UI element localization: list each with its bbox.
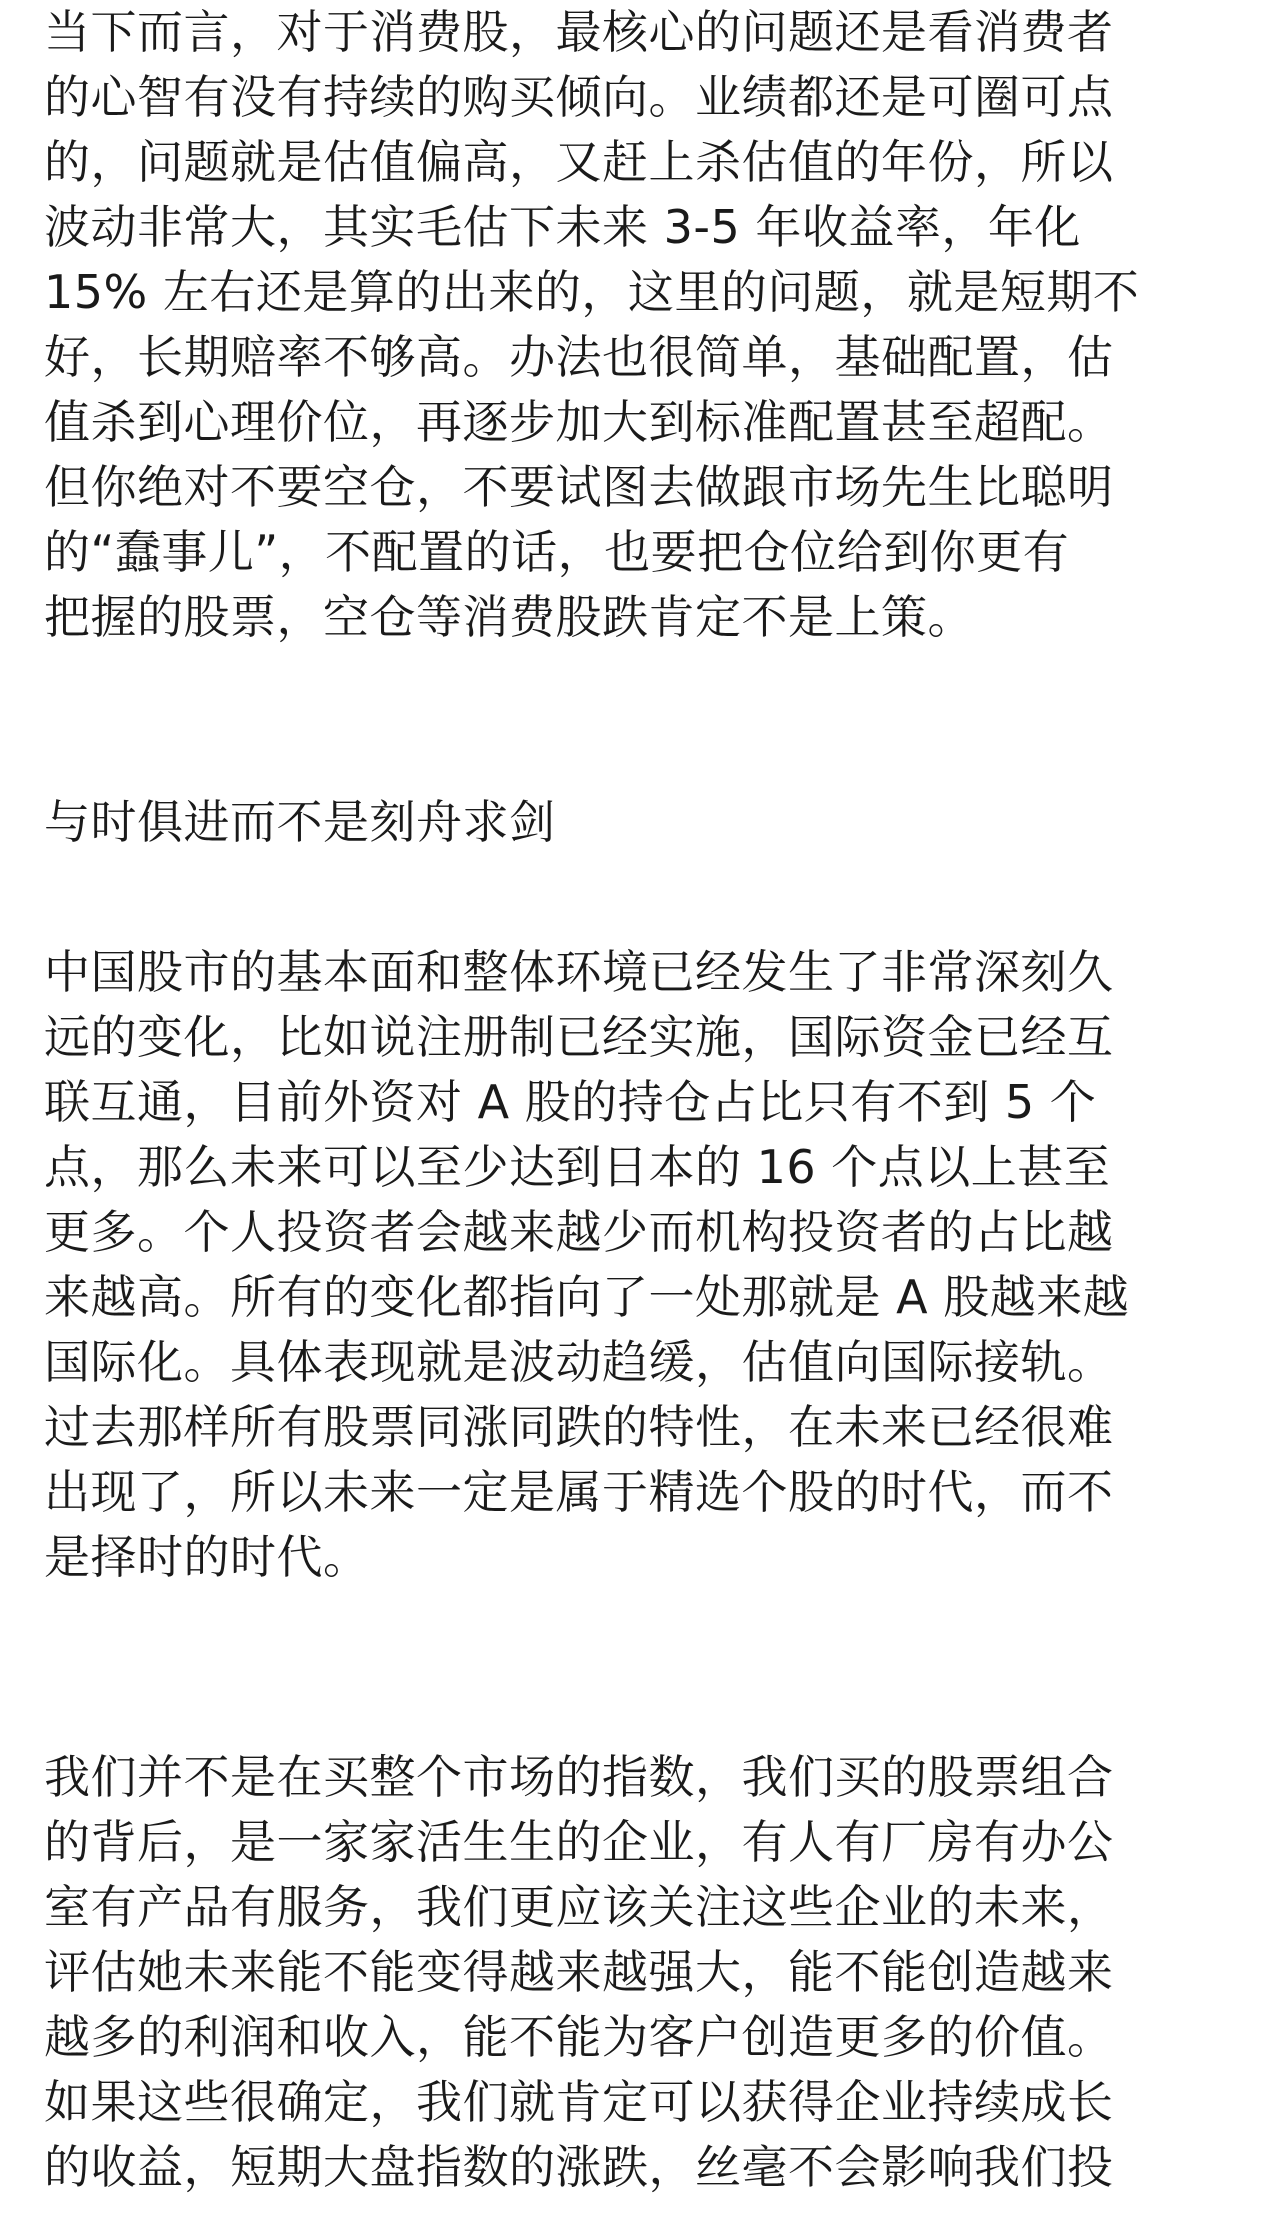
paragraph-1-line-6: 好，长期赔率不够高。办法也很简单，基础配置，估 (44, 330, 1114, 384)
paragraph-1-line-7: 值杀到心理价位，再逐步加大到标准配置甚至超配。 (44, 395, 1114, 449)
paragraph-2-line-8: 过去那样所有股票同涨同跌的特性，在未来已经很难 (44, 1400, 1114, 1454)
section-heading: 与时俱进而不是刻舟求剑 (44, 795, 556, 849)
paragraph-3-line-4: 评估她未来能不能变得越来越强大，能不能创造越来 (44, 1945, 1114, 1999)
paragraph-2-line-2: 远的变化，比如说注册制已经实施，国际资金已经互 (44, 1010, 1114, 1064)
paragraph-2-line-7: 国际化。具体表现就是波动趋缓，估值向国际接轨。 (44, 1335, 1114, 1389)
paragraph-2-line-6: 来越高。所有的变化都指向了一处那就是 A 股越来越 (44, 1270, 1130, 1324)
paragraph-3-line-3: 室有产品有服务，我们更应该关注这些企业的未来， (44, 1880, 1114, 1934)
paragraph-1-line-3: 的，问题就是估值偏高，又赶上杀估值的年份，所以 (44, 135, 1114, 189)
paragraph-1-line-1: 当下而言，对于消费股，最核心的问题还是看消费者 (44, 5, 1114, 59)
paragraph-3-line-6: 如果这些很确定，我们就肯定可以获得企业持续成长 (44, 2075, 1114, 2129)
paragraph-1-line-8: 但你绝对不要空仓，不要试图去做跟市场先生比聪明 (44, 460, 1114, 514)
paragraph-1-line-5: 15% 左右还是算的出来的，这里的问题，就是短期不 (44, 265, 1140, 319)
paragraph-2-line-1: 中国股市的基本面和整体环境已经发生了非常深刻久 (44, 945, 1114, 999)
paragraph-3-line-2: 的背后，是一家家活生生的企业，有人有厂房有办公 (44, 1815, 1114, 1869)
paragraph-2-line-5: 更多。个人投资者会越来越少而机构投资者的占比越 (44, 1205, 1114, 1259)
paragraph-1-line-2: 的心智有没有持续的购买倾向。业绩都还是可圈可点 (44, 70, 1114, 124)
paragraph-1-line-9: 的“蠢事儿”，不配置的话，也要把仓位给到你更有 (44, 525, 1070, 579)
paragraph-2-line-10: 是择时的时代。 (44, 1530, 370, 1584)
paragraph-1-line-10: 把握的股票，空仓等消费股跌肯定不是上策。 (44, 590, 974, 644)
paragraph-2-line-9: 出现了，所以未来一定是属于精选个股的时代，而不 (44, 1465, 1114, 1519)
paragraph-2-line-3: 联互通，目前外资对 A 股的持仓占比只有不到 5 个 (44, 1075, 1097, 1129)
paragraph-3-line-1: 我们并不是在买整个市场的指数，我们买的股票组合 (44, 1750, 1114, 1804)
paragraph-3-line-5: 越多的利润和收入，能不能为客户创造更多的价值。 (44, 2010, 1114, 2064)
paragraph-1-line-4: 波动非常大，其实毛估下未来 3-5 年收益率，年化 (44, 200, 1081, 254)
paragraph-3-line-7: 的收益，短期大盘指数的涨跌，丝毫不会影响我们投 (44, 2140, 1114, 2194)
paragraph-2-line-4: 点，那么未来可以至少达到日本的 16 个点以上甚至 (44, 1140, 1111, 1194)
